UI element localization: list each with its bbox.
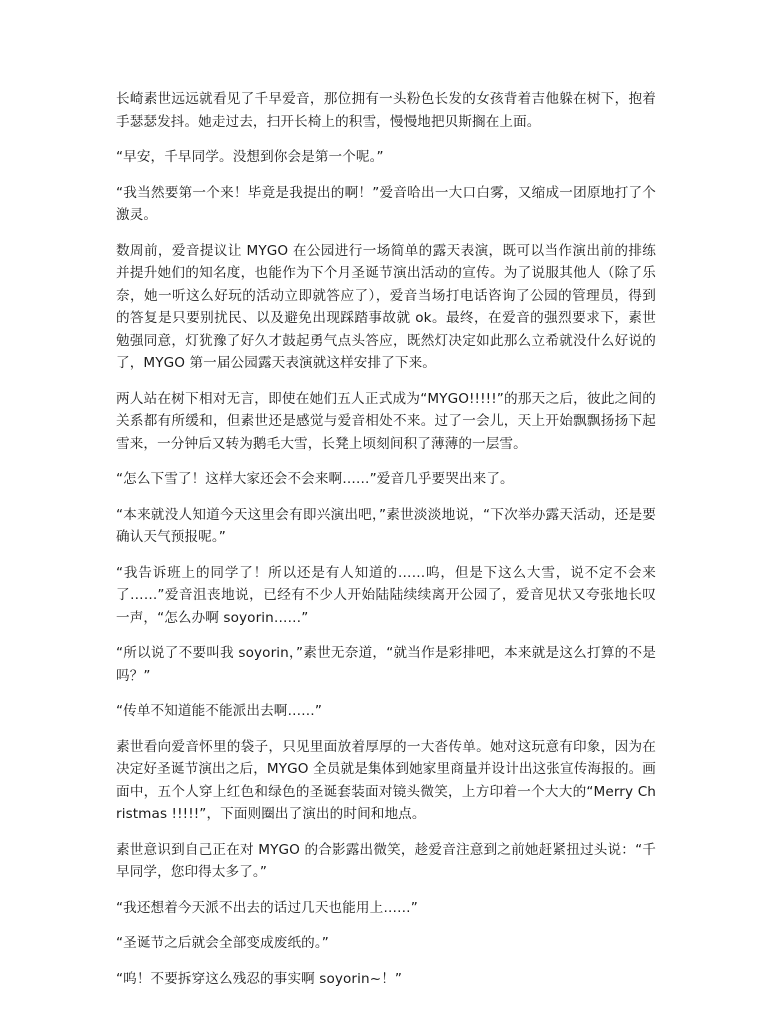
paragraph: “传单不知道能不能派出去啊……” (116, 703, 322, 719)
paragraph: “早安，千早同学。没想到你会是第一个呢。” (116, 149, 384, 165)
paragraph: 数周前，爱音提议让 MYGO 在公园进行一场简单的露天表演，既可以当作演出前的排练并提升她们的知名度，也能作为下个月圣诞节演出活动的宣传。为了说服其他人（除了乐奈，她一听这么好玩的活动立即就答应了），爱音当场打电话咨询了公园的管理员，得到的答复是只要别扰民、以及避免出现踩踏事故就 ok。最终，在爱音的强烈要求下，素世勉强同意，灯犹豫了好久才鼓起勇气点头答应，既然灯决定如此那么立希就没什么好说的了，MYGO 第一届公园露天表演就这样安排了下来。 (116, 242, 656, 371)
paragraph: 素世意识到自己正在对 MYGO 的合影露出微笑，趁爱音注意到之前她赶紧扭过头说：“千早同学，您印得太多了。” (116, 841, 656, 880)
paragraph: “呜！不要拆穿这么残忍的事实啊 soyorin~！” (116, 970, 403, 987)
paragraph: 长崎素世远远就看见了千早爱音，那位拥有一头粉色长发的女孩背着吉他躲在树下，抱着手瑟瑟发抖。她走过去，扫开长椅上的积雪，慢慢地把贝斯搁在上面。 (116, 91, 656, 130)
paragraph: “我还想着今天派不出去的话过几天也能用上……” (116, 899, 418, 916)
paragraph: “怎么下雪了！这样大家还会不会来啊……”爱音几乎要哭出来了。 (116, 471, 514, 487)
paragraph: “圣诞节之后就会全部变成废纸的。” (116, 935, 329, 951)
paragraph: “所以说了不要叫我 soyorin，”素世无奈道，“就当作是彩排吧，本来就是这么打算的不是吗？” (116, 645, 656, 684)
paragraph: 两人站在树下相对无言，即使在她们五人正式成为“MYGO!!!!!”的那天之后，彼此之间的关系都有所缓和，但素世还是感觉与爱音相处不来。过了一会儿，天上开始飘飘扬扬下起雪来，一分钟后又转为鹅毛大雪，长凳上顷刻间积了薄薄的一层雪。 (116, 390, 656, 452)
paragraph: “我告诉班上的同学了！所以还是有人知道的……呜，但是下这么大雪，说不定不会来了……”爱音沮丧地说，已经有不少人开始陆陆续续离开公园了，爱音见状又夸张地长叹一声，“怎么办啊 soyorin……” (116, 564, 656, 626)
paragraph: 素世看向爱音怀里的袋子，只见里面放着厚厚的一大沓传单。她对这玩意有印象，因为在决定好圣诞节演出之后，MYGO 全员就是集体到她家里商量并设计出这张宣传海报的。画面中，五个人穿上红色和绿色的圣诞套装面对镜头微笑，上方印着一个大大的“Merry Christmas !!!!!”，下面则圈出了演出的时间和地点。 (116, 738, 656, 822)
paragraph: “本来就没人知道今天这里会有即兴演出吧，”素世淡淡地说，“下次举办露天活动，还是要确认天气预报呢。” (116, 506, 656, 545)
document-body (116, 88, 656, 1003)
paragraph: “我当然要第一个来！毕竟是我提出的啊！”爱音哈出一大口白雾，又缩成一团原地打了个激灵。 (116, 184, 656, 223)
